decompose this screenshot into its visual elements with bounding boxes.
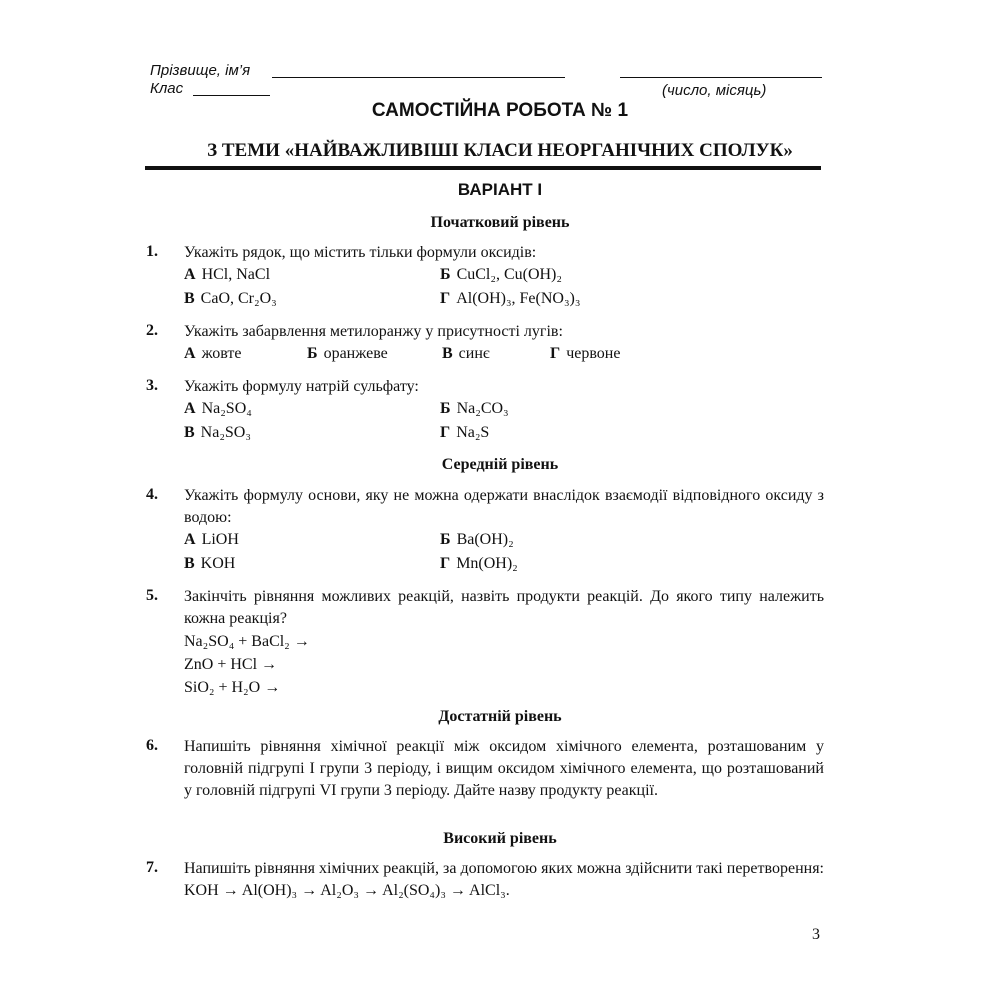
option-text: жовте	[201, 345, 242, 362]
level-heading-sufficient: Достатній рівень	[438, 708, 562, 725]
option-letter: Б	[440, 531, 451, 548]
level-heading-middle: Середній рівень	[441, 456, 559, 473]
question-text: Напишіть рівняння хімічних реакцій, за допомогою яких можна здійснити такі перетворення: KOH → Al(OH)₃ → Al₂O₃ → Al₂(SO₄)₃ → AlCl₃.	[184, 860, 824, 899]
equation: SiO₂ + H₂O →	[184, 679, 281, 696]
question-text: Укажіть формулу основи, яку не можна одержати внаслідок взаємодії відповідного оксиду з водою:	[184, 487, 824, 526]
option-text: Mn(OH)₂	[456, 555, 518, 572]
option-text: KOH	[200, 555, 236, 572]
question-number: 6.	[146, 737, 158, 754]
class-field[interactable]	[193, 95, 270, 96]
option-text: оранжеве	[323, 345, 388, 362]
option-letter: В	[442, 345, 453, 362]
question-text: Укажіть формулу натрій сульфату:	[184, 378, 419, 395]
option-d[interactable]	[440, 555, 518, 573]
option-letter: Б	[307, 345, 318, 362]
option-c[interactable]	[184, 424, 251, 442]
question-number: 3.	[146, 377, 158, 394]
option-letter: А	[184, 531, 196, 548]
option-text: Na₂S	[456, 424, 490, 441]
option-c[interactable]	[442, 345, 490, 363]
option-d[interactable]	[440, 290, 580, 308]
option-text: Na₂CO₃	[456, 400, 509, 417]
option-letter: Г	[550, 345, 561, 362]
option-a[interactable]	[184, 400, 252, 418]
option-text: Al(OH)₃, Fe(NO₃)₃	[456, 290, 581, 307]
option-c[interactable]	[184, 290, 277, 308]
option-b[interactable]	[307, 345, 388, 363]
option-letter: В	[184, 290, 195, 307]
option-text: LiOH	[201, 531, 239, 548]
option-letter: Г	[440, 555, 451, 572]
name-field[interactable]	[272, 77, 565, 78]
question-number: 4.	[146, 486, 158, 503]
option-letter: В	[184, 424, 195, 441]
option-text: CuCl₂, Cu(OH)₂	[456, 266, 562, 283]
level-heading-high: Високий рівень	[443, 830, 557, 847]
option-text: HCl, NaCl	[201, 266, 271, 283]
equation: ZnO + HCl →	[184, 656, 278, 673]
option-letter: Б	[440, 400, 451, 417]
date-label: (число, місяць)	[662, 82, 767, 99]
divider	[145, 166, 821, 170]
name-label: Прізвище, ім’я	[150, 62, 251, 79]
option-letter: А	[184, 266, 196, 283]
option-a[interactable]	[184, 531, 239, 549]
option-letter: А	[184, 345, 196, 362]
option-text: синє	[458, 345, 490, 362]
date-field[interactable]	[620, 77, 822, 78]
variant-heading: ВАРІАНТ I	[457, 180, 543, 199]
option-letter: В	[184, 555, 195, 572]
equation: Na₂SO₄ + BaCl₂ →	[184, 633, 310, 650]
level-heading-initial: Початковий рівень	[430, 214, 570, 231]
question-text: Напишіть рівняння хімічної реакції між оксидом хімічного елемента, розташованим у головній підгрупі I групи 3 періоду, і вищим оксидом хімічного елемента, що розташований у головній підгрупі VI групи 3 періоду. Дайте назву продукту реакції.	[184, 738, 824, 799]
option-text: червоне	[566, 345, 621, 362]
option-b[interactable]	[440, 266, 562, 284]
option-letter: А	[184, 400, 196, 417]
option-text: Na₂SO₃	[200, 424, 251, 441]
question-text: Укажіть забарвлення метилоранжу у присутності лугів:	[184, 323, 563, 340]
option-c[interactable]	[184, 555, 235, 573]
option-b[interactable]	[440, 400, 509, 418]
question-number: 1.	[146, 243, 158, 260]
class-label: Клас	[150, 80, 184, 97]
option-text: Ba(OH)₂	[456, 531, 514, 548]
question-number: 5.	[146, 587, 158, 604]
option-a[interactable]	[184, 266, 270, 284]
page-title: САМОСТІЙНА РОБОТА № 1	[371, 100, 629, 121]
page-subtitle: З ТЕМИ «НАЙВАЖЛИВІШІ КЛАСИ НЕОРГАНІЧНИХ СПОЛУК»	[207, 140, 793, 161]
page-number: 3	[812, 926, 820, 943]
option-b[interactable]	[440, 531, 514, 549]
question-number: 2.	[146, 322, 158, 339]
question-text: Закінчіть рівняння можливих реакцій, назвіть продукти реакцій. До якого типу належить кожна реакція?	[184, 588, 824, 627]
option-letter: Б	[440, 266, 451, 283]
option-letter: Г	[440, 290, 451, 307]
question-text: Укажіть рядок, що містить тільки формули оксидів:	[184, 244, 537, 261]
option-text: Na₂SO₄	[201, 400, 252, 417]
option-a[interactable]	[184, 345, 241, 363]
option-text: CaO, Cr₂O₃	[200, 290, 277, 307]
option-d[interactable]	[440, 424, 489, 442]
option-d[interactable]	[550, 345, 620, 363]
question-number: 7.	[146, 859, 158, 876]
option-letter: Г	[440, 424, 451, 441]
